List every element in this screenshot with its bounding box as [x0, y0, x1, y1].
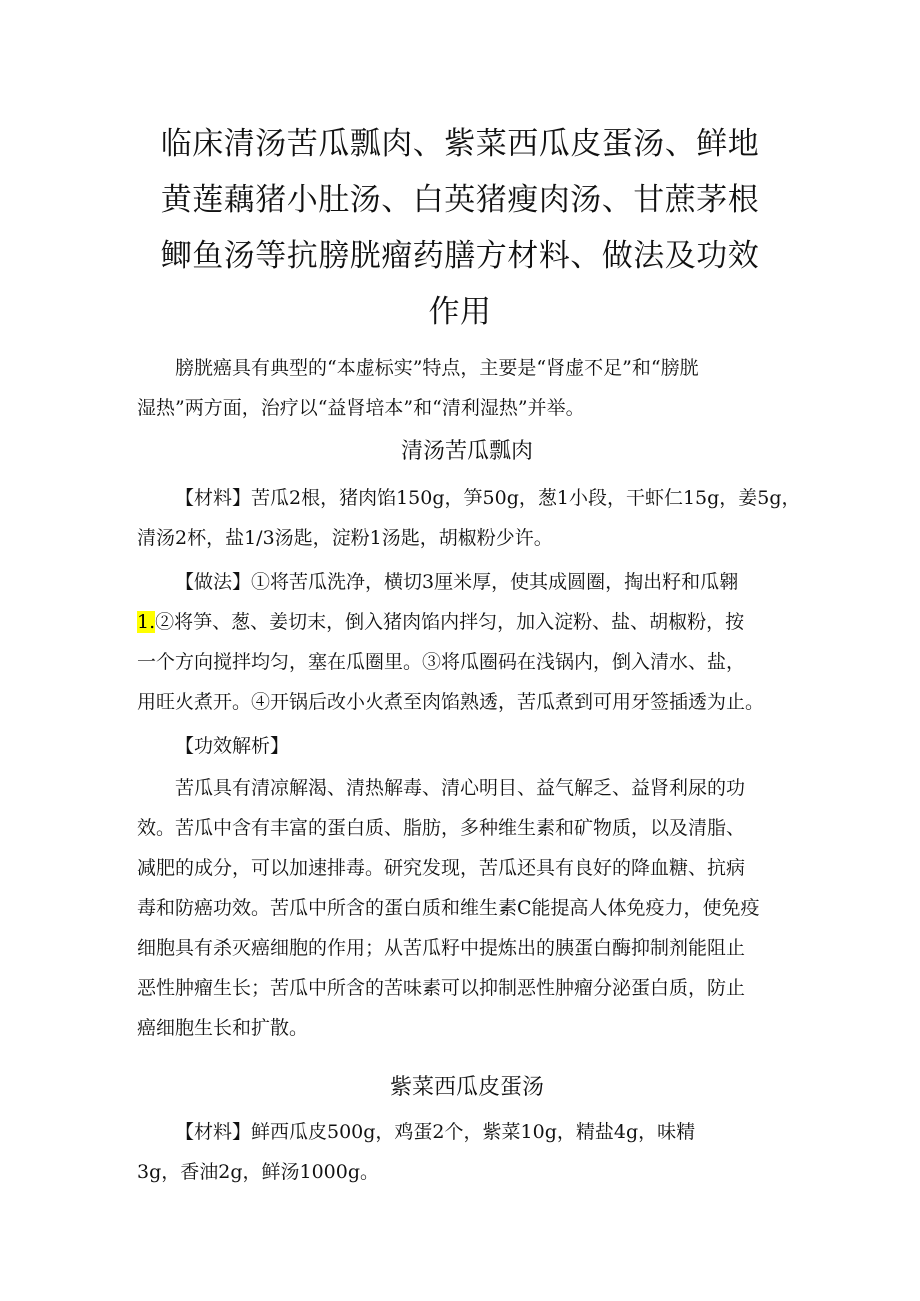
- text-line: 减肥的成分，可以加速排毒。研究发现，苦瓜还具有良好的降血糖、抗病: [137, 857, 746, 879]
- text-line: 癌细胞生长和扩散。: [137, 1017, 309, 1039]
- document-title: [150, 116, 770, 340]
- text-line: 效。苦瓜中含有丰富的蛋白质、脂肪，多种维生素和矿物质，以及清脂、: [137, 817, 746, 839]
- intro-paragraph: [137, 348, 797, 428]
- text-line: 【材料】苦瓜2根，猪肉馅150g，笋50g，葱1小段，干虾仁15g，姜5g，: [175, 487, 801, 509]
- text-line: 一个方向搅拌均匀，塞在瓜圈里。③将瓜圈码在浅锅内，倒入清水、盐，: [137, 651, 746, 673]
- text-line: 苦瓜具有清凉解渴、清热解毒、清心明目、益气解乏、益肾利尿的功: [175, 777, 746, 799]
- text-line: 毒和防癌功效。苦瓜中所含的蛋白质和维生素C能提高人体免疫力，使免疫: [137, 897, 760, 919]
- text-line: 清汤2杯，盐1/3汤匙，淀粉1汤匙，胡椒粉少许。: [137, 527, 553, 549]
- title-line: 鲫鱼汤等抗膀胱瘤药膳方材料、做法及功效: [160, 238, 760, 274]
- section-heading-seaweed-soup: 紫菜西瓜皮蛋汤: [389, 1075, 544, 1100]
- text-line: 用旺火煮开。④开锅后改小火煮至肉馅熟透，苦瓜煮到可用牙签插透为止。: [137, 691, 765, 713]
- text-line: 恶性肿瘤生长；苦瓜中所含的苦味素可以抑制恶性肿瘤分泌蛋白质，防止: [137, 977, 746, 999]
- text-line: [137, 602, 797, 642]
- title-line: 作用: [428, 294, 492, 330]
- title-line: 临床清汤苦瓜瓢肉、紫菜西瓜皮蛋汤、鲜地: [160, 126, 760, 162]
- text-line: 【功效解析】: [175, 735, 290, 757]
- text-line: 膀胱癌具有典型的“本虚标实”特点，主要是“肾虚不足”和“膀胱: [175, 357, 699, 379]
- text-line: 【材料】鲜西瓜皮500g，鸡蛋2个，紫菜10g，精盐4g，味精: [175, 1121, 696, 1143]
- materials-paragraph-2: [137, 1112, 797, 1192]
- effect-label: [137, 726, 797, 766]
- text-line: 细胞具有杀灭癌细胞的作用；从苦瓜籽中提炼出的胰蛋白酶抑制剂能阻止: [137, 937, 746, 959]
- section-heading-bitter-melon: 清汤苦瓜瓢肉: [400, 439, 533, 464]
- text-line: 湿热”两方面，治疗以“益肾培本”和“清利湿热”并举。: [137, 397, 585, 419]
- text-fragment: ②将笋、葱、姜切末，倒入猪肉馅内拌匀，加入淀粉、盐、胡椒粉，按: [155, 611, 745, 633]
- text-line: 3g，香油2g，鲜汤1000g。: [137, 1161, 380, 1183]
- effect-paragraph: [137, 768, 797, 1048]
- materials-paragraph: [137, 478, 801, 558]
- highlighted-text: 1.: [137, 611, 156, 633]
- method-paragraph: [137, 562, 797, 722]
- title-line: 黄莲藕猪小肚汤、白英猪瘦肉汤、甘蔗茅根: [160, 182, 760, 218]
- text-line: 【做法】①将苦瓜洗净，横切3厘米厚，使其成圆圈，掏出籽和瓜翱: [175, 571, 739, 593]
